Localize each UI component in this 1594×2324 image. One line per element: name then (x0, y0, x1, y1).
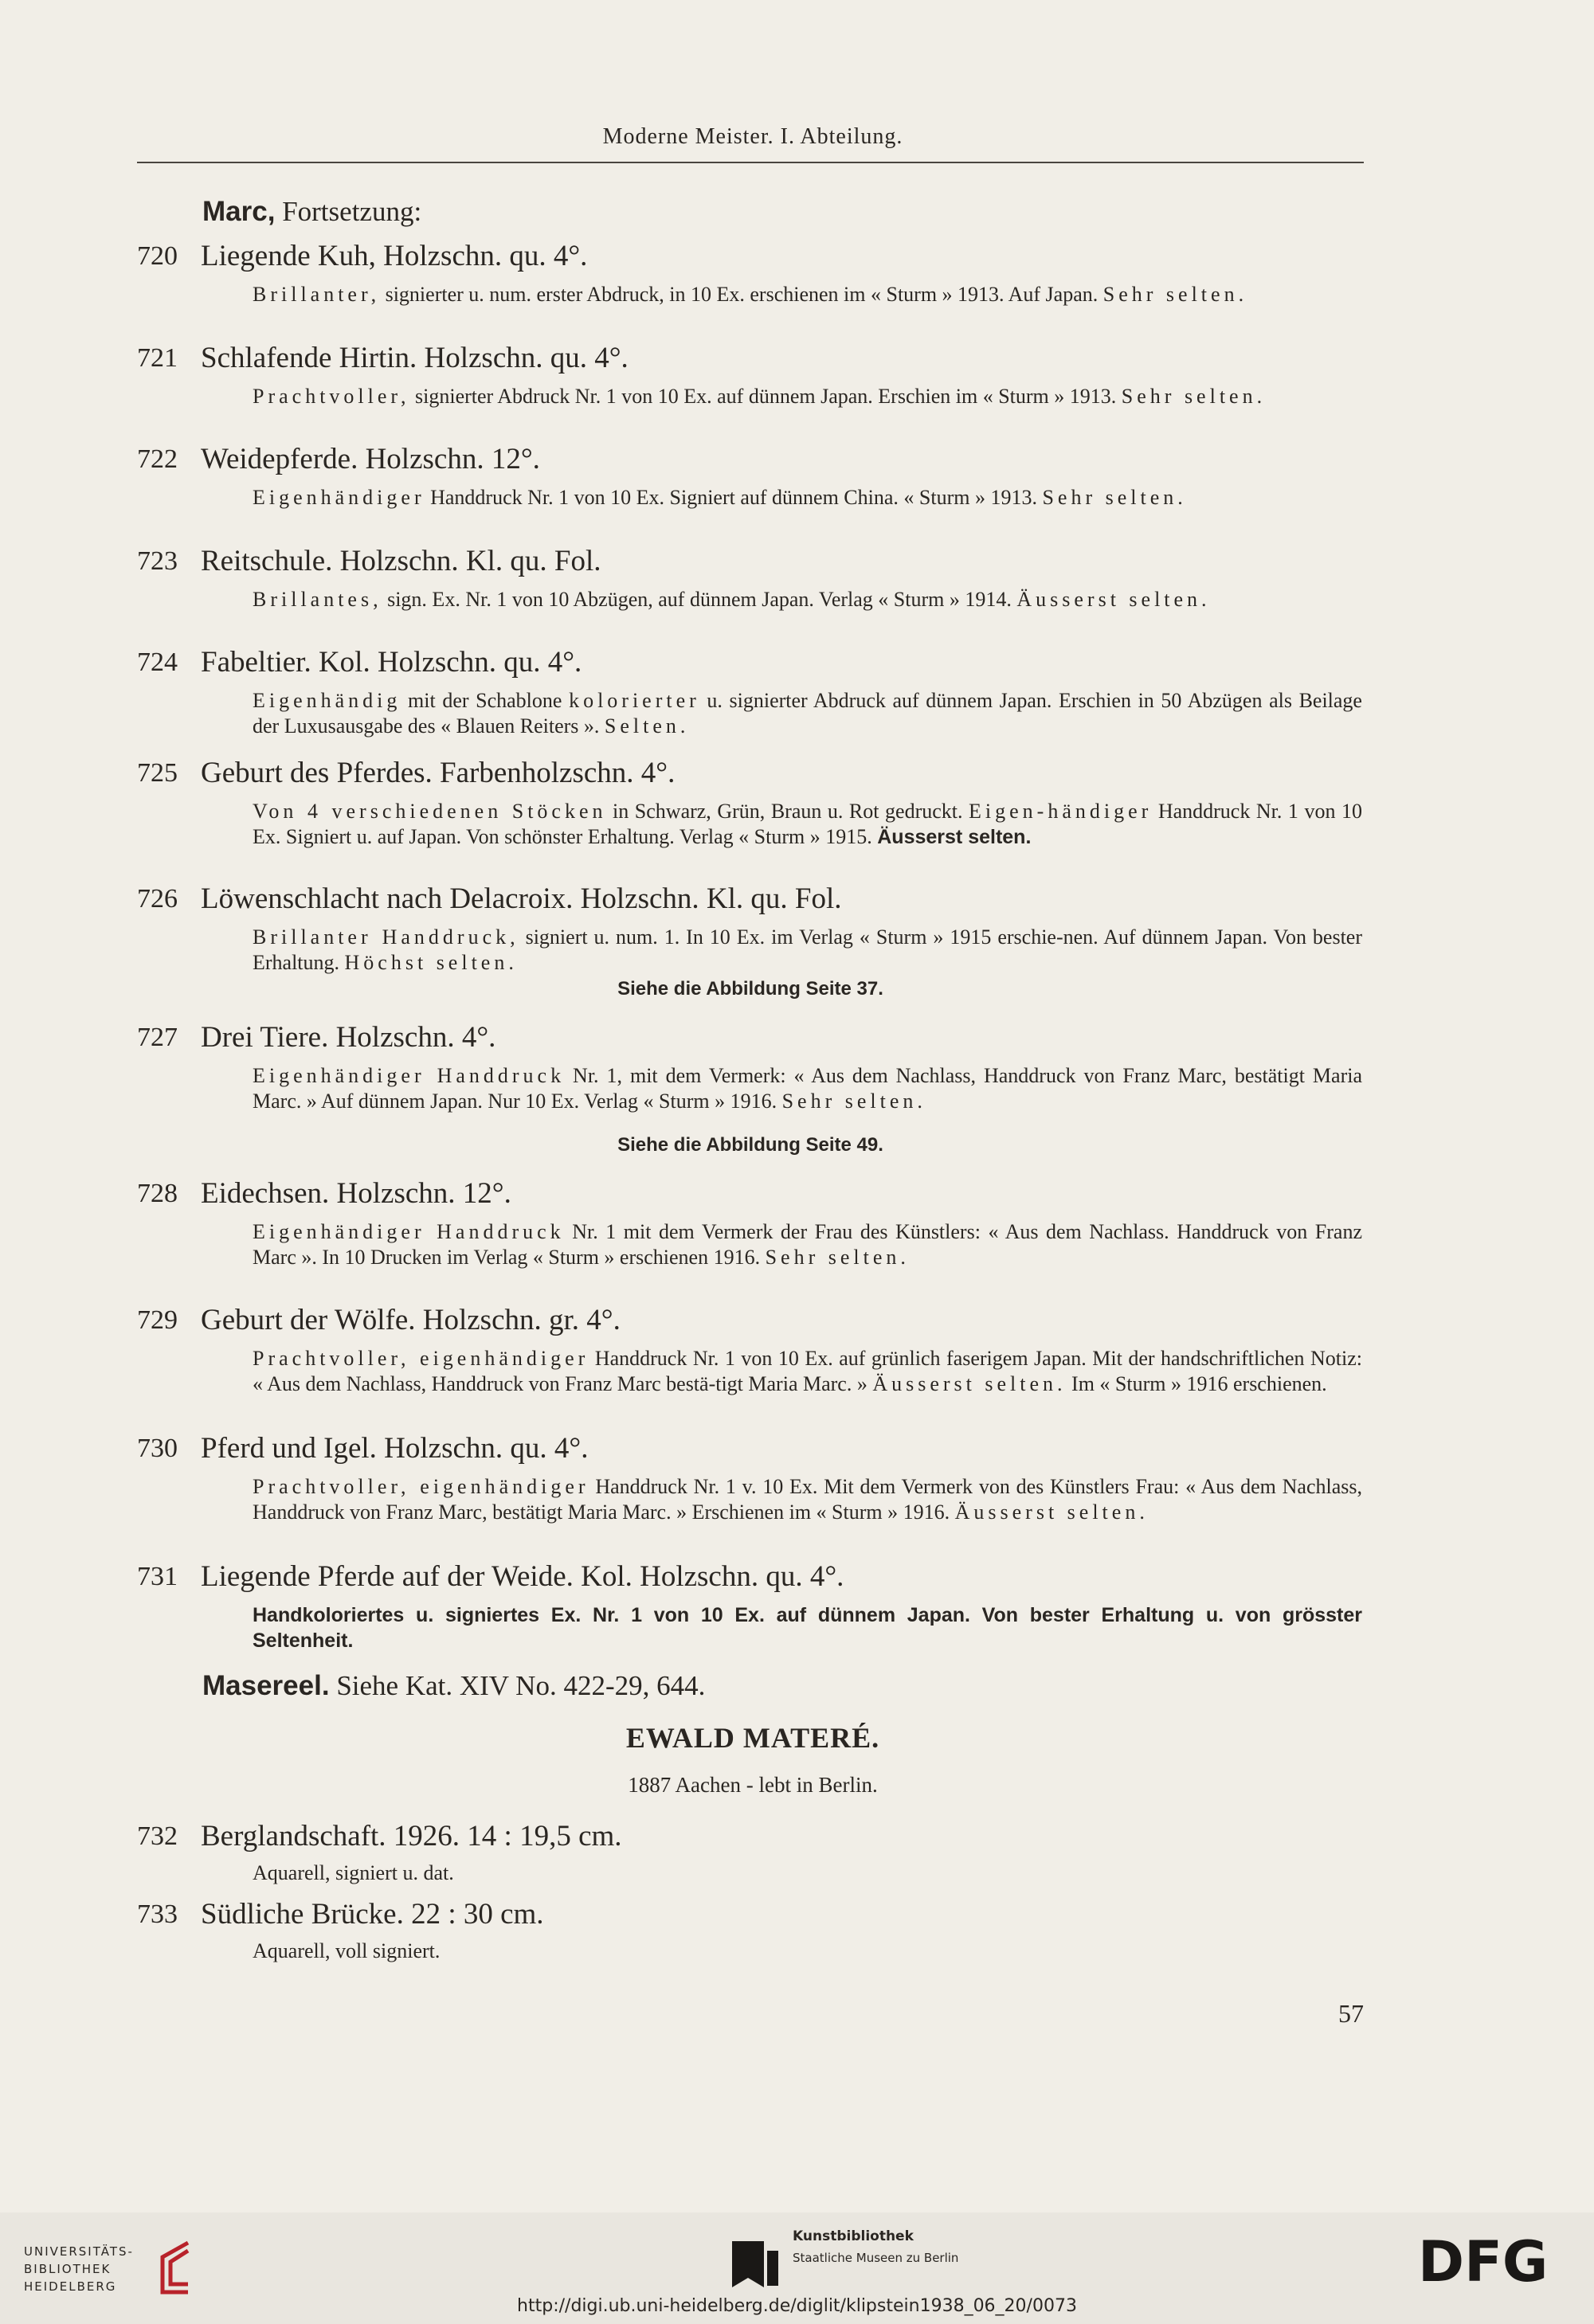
desc-text: signierter Abdruck Nr. 1 von 10 Ex. auf dünnem Japan. Erschien im « Sturm » 1913. (409, 385, 1122, 408)
kunstbibliothek-name: Kunstbibliothek (793, 2228, 914, 2244)
desc-text: signiert u. num. 1. In 10 Ex. im Verlag « Sturm » 1915 erschie-nen. Auf dünnem Japan. Von bester Erhaltung. (253, 925, 1362, 974)
continuation-label: Fortsetzung: (282, 196, 422, 227)
section-heading-masereel (202, 1670, 705, 1702)
artist-name-masereel: Masereel. (202, 1670, 330, 1701)
spaced-text: Sehr selten. (1042, 486, 1187, 509)
spaced-text: Brillanter, (253, 283, 381, 306)
figure-reference: Siehe die Abbildung Seite 49. (617, 1134, 883, 1156)
spaced-text: Prachtvoller, (253, 385, 410, 408)
spaced-text: Äusserst selten. (954, 1500, 1149, 1524)
desc-text: Handdruck Nr. 1 v. 10 Ex. Mit dem Vermerk von des Künstlers Frau: « Aus dem Nachlass, Handdruck von Franz Marc, bestätigt Maria Marc. » Erschienen im « Sturm » 1916. (253, 1475, 1362, 1524)
artist-heading: EWALD MATERÉ. (625, 1722, 880, 1754)
spaced-text: Höchst selten. (344, 951, 518, 974)
university-library-logo-text (24, 2243, 151, 2295)
entry-number: 731 (137, 1562, 178, 1591)
spaced-text: Von 4 verschiedenen Stöcken (253, 800, 607, 823)
spaced-text: Eigen-händiger (969, 800, 1153, 823)
logo-line: BIBLIOTHEK (24, 2262, 112, 2276)
entry-title: Löwenschlacht nach Delacroix. Holzschn. Kl. qu. Fol. (201, 882, 842, 915)
entry-description (253, 1219, 1362, 1270)
dfg-logo-icon (1418, 2235, 1569, 2287)
university-library-logo-mark-icon (156, 2240, 193, 2297)
kunstbibliothek-subtitle: Staatliche Museen zu Berlin (793, 2251, 959, 2265)
desc-text: Im « Sturm » 1916 erschienen. (1066, 1372, 1327, 1395)
entry-title: Südliche Brücke. 22 : 30 cm. (201, 1898, 544, 1931)
entry-number: 723 (137, 546, 178, 576)
entry-number: 730 (137, 1434, 178, 1463)
entry-description (253, 384, 1362, 409)
entry-description (253, 587, 1362, 612)
entry-description: Aquarell, voll signiert. (253, 1939, 441, 1962)
kunstbibliothek-logo-icon (730, 2236, 780, 2292)
entry-title: Drei Tiere. Holzschn. 4°. (201, 1021, 496, 1054)
entry-number: 727 (137, 1023, 178, 1052)
entry-title: Schlafende Hirtin. Holzschn. qu. 4°. (201, 342, 629, 374)
entry-number: 722 (137, 444, 178, 474)
entry-number: 728 (137, 1179, 178, 1208)
desc-text: Nr. 1 mit dem Vermerk der Frau des Künstlers: « Aus dem Nachlass. Handdruck von Franz Marc ». In 10 Drucken im Verlag « Sturm » erschienen 1916. (253, 1220, 1363, 1269)
desc-text: sign. Ex. Nr. 1 von 10 Abzügen, auf dünnem Japan. Verlag « Sturm » 1914. (382, 588, 1017, 611)
entry-description (253, 1474, 1362, 1525)
entry-number: 724 (137, 648, 178, 677)
entry-description (253, 799, 1362, 850)
bold-text: Äusserst selten. (877, 826, 1032, 848)
spaced-text: Sehr selten. (765, 1246, 910, 1269)
spaced-text: Selten. (604, 714, 690, 737)
artist-bio: 1887 Aachen - lebt in Berlin. (628, 1773, 878, 1797)
desc-text: u. signierter Abdruck auf dünnem Japan. Erschien in 50 Abzügen als Beilage der Luxusausgabe des « Blauen Reiters ». (253, 689, 1362, 737)
dfg-logo-text: DFG (1418, 2235, 1549, 2287)
spaced-text: Eigenhändig (253, 689, 401, 712)
desc-text: signierter u. num. erster Abdruck, in 10 Ex. erschienen im « Sturm » 1913. Auf Japan. (380, 283, 1103, 306)
entry-description (253, 282, 1362, 307)
desc-text: mit der Schablone (401, 689, 570, 712)
spaced-text: Eigenhändiger Handdruck (253, 1064, 566, 1087)
running-header: Moderne Meister. I. Abteilung. (602, 124, 903, 149)
source-url[interactable]: http://digi.ub.uni-heidelberg.de/diglit/klipstein1938_06_20/0073 (517, 2296, 1077, 2316)
entry-number: 725 (137, 758, 178, 788)
page-number: 57 (1338, 1999, 1364, 2028)
entry-title: Liegende Kuh, Holzschn. qu. 4°. (201, 240, 588, 272)
entry-title: Pferd und Igel. Holzschn. qu. 4°. (201, 1432, 589, 1465)
spaced-text: Eigenhändiger (253, 486, 425, 509)
entry-title: Geburt des Pferdes. Farbenholzschn. 4°. (201, 757, 676, 789)
spaced-text: Sehr selten. (781, 1090, 926, 1113)
spaced-text: Prachtvoller, eigenhändiger (253, 1475, 589, 1498)
spaced-text: Brillanter Handdruck, (253, 925, 519, 949)
entry-title: Berglandschaft. 1926. 14 : 19,5 cm. (201, 1820, 622, 1853)
logo-line: HEIDELBERG (24, 2279, 117, 2294)
entry-title: Liegende Pferde auf der Weide. Kol. Holzschn. qu. 4°. (201, 1560, 844, 1593)
viewer-footer (0, 2212, 1594, 2324)
entry-number: 720 (137, 241, 178, 271)
entry-title: Fabeltier. Kol. Holzschn. qu. 4°. (201, 646, 582, 679)
entry-number: 733 (137, 1899, 178, 1929)
entry-number: 729 (137, 1305, 178, 1335)
entry-title: Eidechsen. Holzschn. 12°. (201, 1177, 511, 1210)
spaced-text: Eigenhändiger Handdruck (253, 1220, 565, 1243)
entry-number: 726 (137, 884, 178, 914)
spaced-text: kolorierter (569, 689, 700, 712)
entry-description (253, 1346, 1362, 1397)
entry-title: Reitschule. Holzschn. Kl. qu. Fol. (201, 545, 601, 577)
entry-number: 721 (137, 343, 178, 373)
entry-title: Weidepferde. Holzschn. 12°. (201, 443, 540, 475)
entry-description (253, 485, 1362, 511)
desc-text: Handdruck Nr. 1 von 10 Ex. Signiert u. auf Japan. Von schönster Erhaltung. Verlag « Sturm » 1915. (253, 800, 1362, 848)
entry-description: Aquarell, signiert u. dat. (253, 1861, 454, 1884)
spaced-text: Äusserst selten. (872, 1372, 1067, 1395)
cross-reference: Siehe Kat. XIV No. 422-29, 644. (336, 1670, 706, 1701)
entry-number: 732 (137, 1821, 178, 1851)
logo-line: UNIVERSITÄTS- (24, 2244, 134, 2259)
spaced-text: Sehr selten. (1121, 385, 1267, 408)
entry-description: Handkoloriertes u. signiertes Ex. Nr. 1 von 10 Ex. auf dünnem Japan. Von bester Erhaltung u. von grösster Seltenheit. (253, 1604, 1362, 1652)
entry-title: Geburt der Wölfe. Holzschn. gr. 4°. (201, 1304, 621, 1336)
entry-description (253, 688, 1362, 739)
desc-text: Handdruck Nr. 1 von 10 Ex. Signiert auf dünnem China. « Sturm » 1913. (425, 486, 1043, 509)
entry-description (253, 925, 1362, 976)
spaced-text: Prachtvoller, eigenhändiger (253, 1347, 589, 1370)
desc-text: Nr. 1, mit dem Vermerk: « Aus dem Nachlass, Handdruck von Franz Marc, bestätigt Maria Marc. » Auf dünnem Japan. Nur 10 Ex. Verlag « Sturm » 1916. (253, 1064, 1363, 1113)
section-heading-marc (202, 196, 421, 228)
spaced-text: Äusserst selten. (1016, 588, 1211, 611)
artist-name-marc: Marc, (202, 196, 276, 227)
figure-reference: Siehe die Abbildung Seite 37. (617, 978, 883, 1000)
entry-description (253, 1063, 1362, 1114)
spaced-text: Sehr selten. (1102, 283, 1248, 306)
desc-text: Handdruck Nr. 1 von 10 Ex. auf grünlich faserigem Japan. Mit der handschriftlichen Notiz: « Aus dem Nachlass, Handdruck von Franz Marc bestä-tigt Maria Marc. » (253, 1347, 1362, 1395)
desc-text: in Schwarz, Grün, Braun u. Rot gedruckt. (606, 800, 969, 823)
spaced-text: Brillantes, (253, 588, 382, 611)
